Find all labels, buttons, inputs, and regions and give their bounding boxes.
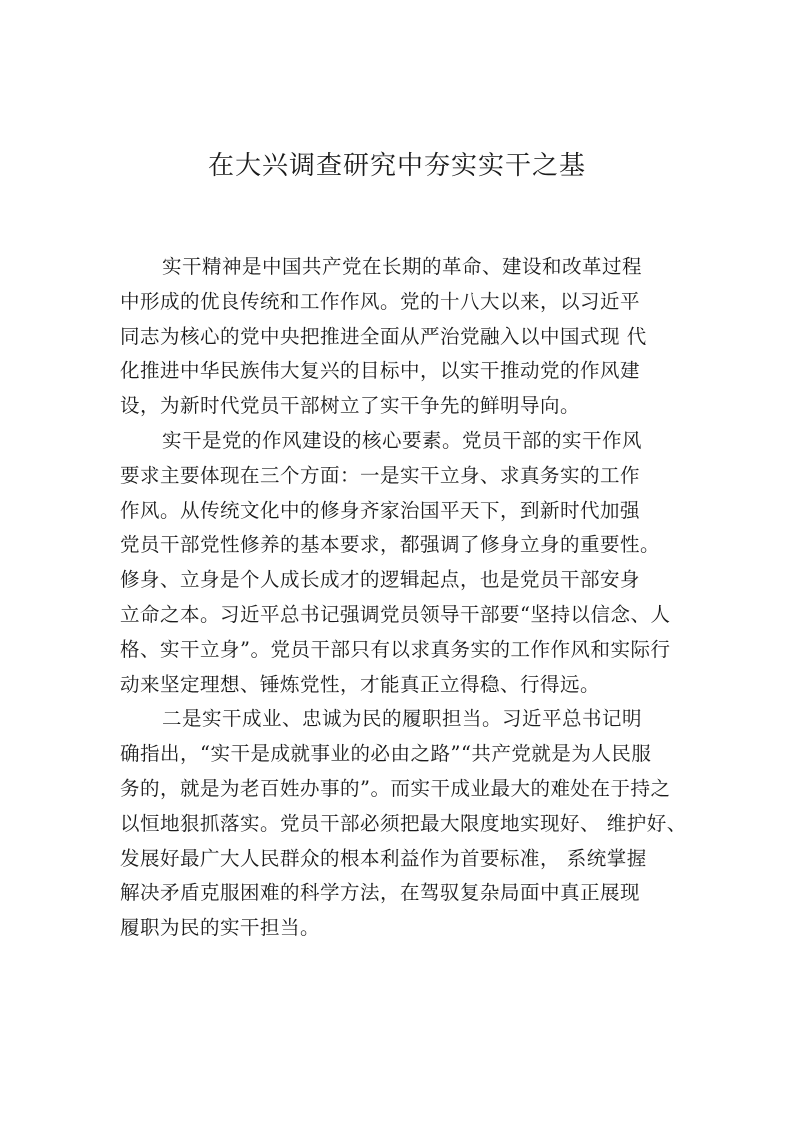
text-line: 实干是党的作风建设的核心要素。党员干部的实干作风	[162, 428, 643, 452]
text-line: 解决矛盾克服困难的科学方法，在驾驭复杂局面中真正展现	[120, 881, 641, 905]
text-line: 立命之本。习近平总书记强调党员领导干部要“坚持以信念、人	[120, 602, 671, 626]
text-line: 履职为民的实干担当。	[120, 916, 321, 940]
text-line: 作风。从传统文化中的修身齐家治国平天下，到新时代加强	[120, 498, 641, 522]
text-line: 化推进中华民族伟大复兴的目标中，以实干推动党的作风建	[120, 359, 641, 383]
text-line: 务的，就是为老百姓办事的”。而实干成业最大的难处在于持之	[120, 776, 671, 800]
text-line: 设，为新时代党员干部树立了实干争先的鲜明导向。	[120, 394, 581, 418]
text-line: 以恒地狠抓落实。党员干部必须把最大限度地实现好、 维护好、	[120, 811, 687, 835]
text-line: 党员干部党性修养的基本要求，都强调了修身立身的重要性。	[120, 533, 661, 557]
paragraph-3	[120, 702, 687, 946]
paragraph-1	[120, 250, 680, 424]
text-line: 发展好最广大人民群众的根本利益作为首要标准， 系统掌握	[120, 846, 647, 870]
document-body	[120, 250, 687, 946]
text-line: 格、实干立身”。党员干部只有以求真务实的工作作风和实际行	[120, 637, 671, 661]
text-line: 动来坚定理想、锤炼党性，才能真正立得稳、行得远。	[120, 672, 601, 696]
text-line: 二是实干成业、忠诚为民的履职担当。习近平总书记明	[162, 707, 643, 731]
paragraph-2	[120, 424, 680, 702]
text-line: 修身、立身是个人成长成才的逻辑起点，也是党员干部安身	[120, 568, 641, 592]
text-line: 确指出，“实干是成就事业的必由之路”“共产党就是为人民服	[120, 742, 652, 766]
text-line: 中形成的优良传统和工作作风。党的十八大以来，以习近平	[120, 289, 641, 313]
document-title: 在大兴调查研究中夯实实干之基	[207, 151, 586, 181]
text-line: 要求主要体现在三个方面：一是实干立身、求真务实的工作	[120, 463, 641, 487]
text-line: 同志为核心的党中央把推进全面从严治党融入以中国式现 代	[120, 324, 647, 348]
text-line: 实干精神是中国共产党在长期的革命、建设和改革过程	[162, 255, 643, 278]
